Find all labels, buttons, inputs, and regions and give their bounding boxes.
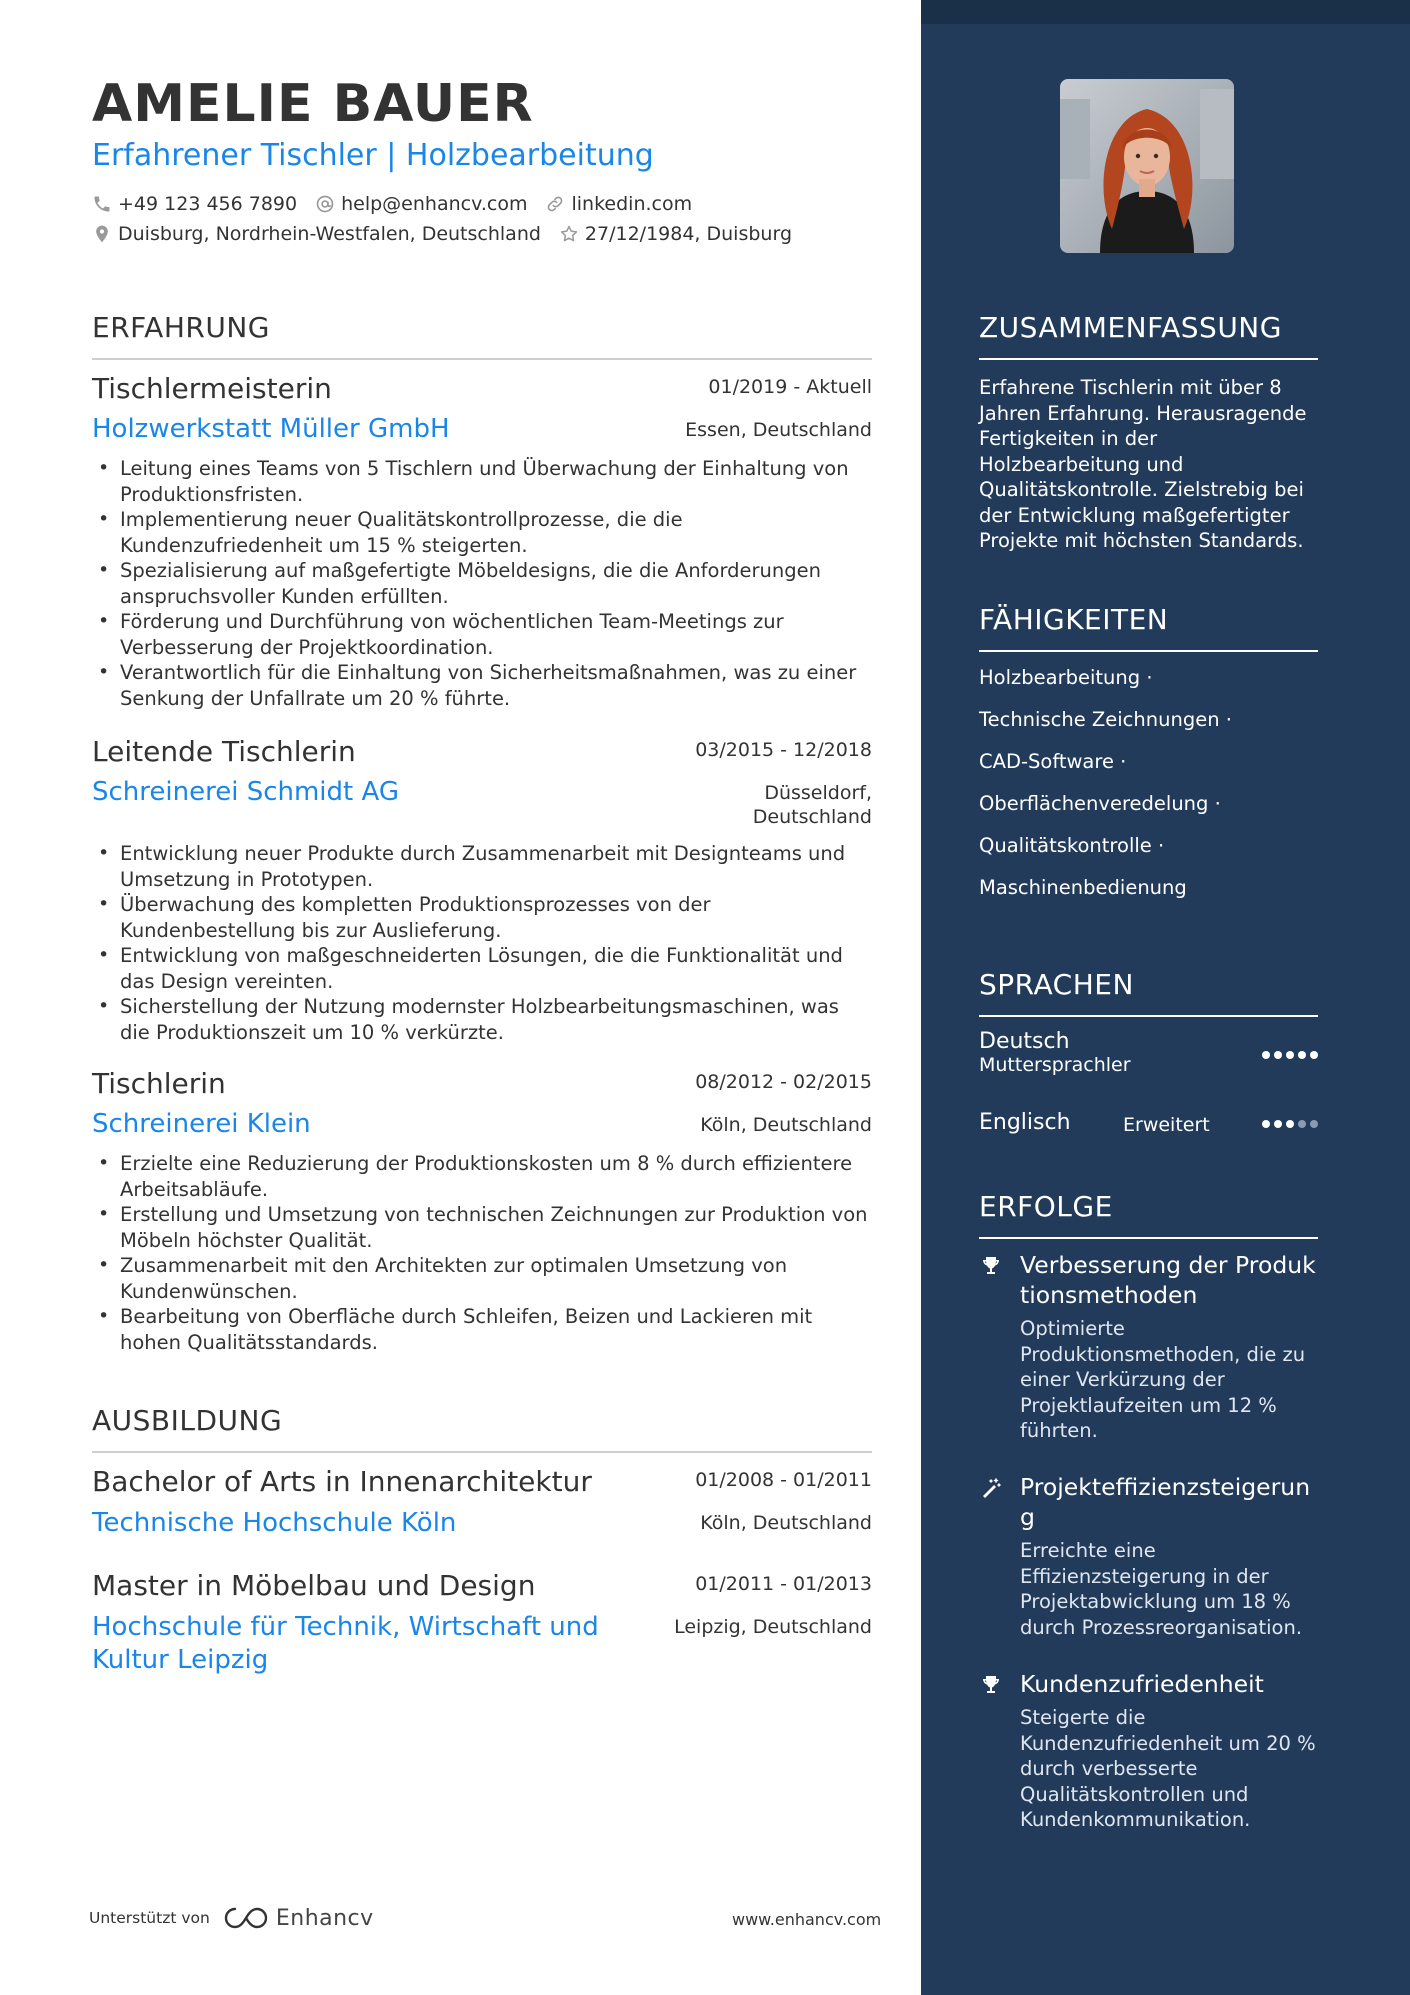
rating-dot	[1274, 1051, 1282, 1059]
job-bullets	[92, 456, 872, 711]
bullet: • Erstellung und Umsetzung von technischen Zeichnungen zur Produktion von Möbeln höchster Qualität.	[92, 1202, 872, 1253]
education-location: Leipzig, Deutschland	[674, 1616, 872, 1638]
job-entry	[92, 1067, 872, 1355]
sidebar	[921, 0, 1410, 1995]
rating-dot	[1298, 1051, 1306, 1059]
job-entry	[92, 735, 872, 1045]
rating-dot	[1310, 1120, 1318, 1128]
email-contact[interactable]	[315, 193, 527, 215]
language-level: Erweitert	[1123, 1114, 1210, 1136]
profile-photo	[1060, 79, 1234, 253]
phone-icon	[92, 194, 112, 214]
education-location: Köln, Deutschland	[700, 1512, 872, 1534]
achievement-title: Projekteffizienzsteigerung	[1020, 1473, 1311, 1531]
achievement-title: Verbesserung der Produktionsmethoden	[1020, 1251, 1316, 1309]
job-location-line1: Düsseldorf,	[764, 782, 872, 804]
footer-url[interactable]: www.enhancv.com	[732, 1910, 882, 1929]
achievement-description: Optimierte Produktionsmethoden, die zu einer Verkürzung der Projektlaufzeiten um 12 % führten.	[1020, 1317, 1306, 1442]
language-rating	[1258, 1120, 1318, 1128]
sidebar-top-bar	[921, 0, 1410, 24]
powered-by-text: Unterstützt von	[89, 1909, 210, 1927]
summary-text: Erfahrene Tischlerin mit über 8 Jahren Erfahrung. Herausragende Fertigkeiten in der Holzbearbeitung und Qualitätskontrolle. Zielstrebig bei der Entwicklung maßgefertigter Projekte mit höchsten Standards.	[979, 376, 1307, 552]
magic-wand-icon	[979, 1476, 1003, 1500]
skill-item: Technische Zeichnungen ·	[979, 708, 1232, 731]
bullet: • Entwicklung neuer Produkte durch Zusammenarbeit mit Designteams und Umsetzung in Prototypen.	[92, 841, 872, 892]
school-name-line1: Hochschule für Technik, Wirtschaft und	[92, 1612, 599, 1642]
company-name[interactable]: Schreinerei Klein	[92, 1109, 311, 1139]
summary-section-title: ZUSAMMENFASSUNG	[979, 311, 1318, 360]
at-icon	[315, 194, 335, 214]
language-level: Muttersprachler	[979, 1054, 1131, 1076]
job-title: Tischlerin	[92, 1067, 226, 1100]
skill-item: Qualitätskontrolle ·	[979, 834, 1165, 857]
skill-item: Maschinenbedienung	[979, 876, 1187, 899]
job-location: Essen, Deutschland	[685, 419, 872, 441]
job-location-line2: Deutschland	[752, 806, 872, 828]
job-entry	[92, 372, 872, 711]
phone-text: +49 123 456 7890	[118, 193, 298, 215]
company-name[interactable]: Schreinerei Schmidt AG	[92, 777, 399, 807]
school-name-line2: Kultur Leipzig	[92, 1645, 269, 1675]
job-bullets	[92, 841, 872, 1045]
degree-title: Bachelor of Arts in Innenarchitektur	[92, 1465, 592, 1498]
achievement-title: Kundenzufriedenheit	[1020, 1670, 1264, 1698]
school-name[interactable]: Technische Hochschule Köln	[92, 1508, 457, 1538]
bullet: • Erzielte eine Reduzierung der Produktionskosten um 8 % durch effizientere Arbeitsabläufe.	[92, 1151, 872, 1202]
enhancv-logo-icon	[222, 1905, 270, 1931]
education-entry	[92, 1465, 872, 1543]
rating-dot	[1310, 1051, 1318, 1059]
bullet: • Förderung und Durchführung von wöchentlichen Team-Meetings zur Verbesserung der Projektkoordination.	[92, 609, 872, 660]
job-dates: 01/2019 - Aktuell	[708, 376, 872, 398]
skill-item: Oberflächenveredelung ·	[979, 792, 1221, 815]
headline: Erfahrener Tischler | Holzbearbeitung	[92, 138, 654, 173]
contact-row-2	[92, 223, 810, 245]
rating-dot	[1262, 1120, 1270, 1128]
job-title: Tischlermeisterin	[92, 372, 332, 405]
achievement-entry	[979, 1472, 1318, 1640]
education-section-title: AUSBILDUNG	[92, 1404, 872, 1453]
trophy-icon	[979, 1254, 1003, 1278]
birth-text: 27/12/1984, Duisburg	[584, 223, 793, 245]
bullet: • Implementierung neuer Qualitätskontrollprozesse, die die Kundenzufriedenheit um 15 % steigerten.	[92, 507, 872, 558]
education-entry	[92, 1569, 872, 1677]
location-contact	[92, 223, 541, 245]
achievement-entry	[979, 1250, 1318, 1444]
linkedin-contact[interactable]	[545, 193, 692, 215]
trophy-icon	[979, 1673, 1003, 1697]
experience-section-title: ERFAHRUNG	[92, 311, 872, 360]
skill-item: CAD-Software ·	[979, 750, 1127, 773]
achievements-section-title: ERFOLGE	[979, 1190, 1318, 1239]
language-rating	[1258, 1051, 1318, 1059]
achievement-description: Steigerte die Kundenzufriedenheit um 20 % durch verbesserte Qualitätskontrollen und Kundenkommunikation.	[1020, 1706, 1316, 1831]
language-entry	[979, 1029, 1318, 1076]
linkedin-text: linkedin.com	[571, 193, 693, 215]
rating-dot	[1274, 1120, 1282, 1128]
job-bullets	[92, 1151, 872, 1355]
bullet: • Leitung eines Teams von 5 Tischlern und Überwachung der Einhaltung von Produktionsfristen.	[92, 456, 872, 507]
bullet: • Verantwortlich für die Einhaltung von Sicherheitsmaßnahmen, was zu einer Senkung der Unfallrate um 20 % führte.	[92, 660, 872, 711]
rating-dot	[1286, 1120, 1294, 1128]
rating-dot	[1262, 1051, 1270, 1059]
job-location: Köln, Deutschland	[700, 1114, 872, 1136]
candidate-name: AMELIE BAUER	[92, 74, 534, 134]
achievement-entry	[979, 1669, 1318, 1833]
birth-contact	[559, 223, 792, 245]
email-text: help@enhancv.com	[341, 193, 528, 215]
rating-dot	[1298, 1120, 1306, 1128]
job-location	[753, 781, 872, 829]
languages-section-title: SPRACHEN	[979, 968, 1318, 1017]
bullet: • Spezialisierung auf maßgefertigte Möbeldesigns, die die Anforderungen anspruchsvoller Kunden erfüllten.	[92, 558, 872, 609]
job-dates: 03/2015 - 12/2018	[695, 739, 872, 761]
language-name: Englisch	[979, 1110, 1071, 1135]
job-title: Leitende Tischlerin	[92, 735, 356, 768]
rating-dot	[1286, 1051, 1294, 1059]
skills-section-title: FÄHIGKEITEN	[979, 603, 1318, 652]
phone-contact[interactable]	[92, 193, 297, 215]
footer-branding	[89, 1905, 374, 1931]
star-icon	[559, 224, 579, 244]
link-icon	[545, 194, 565, 214]
company-name[interactable]: Holzwerkstatt Müller GmbH	[92, 414, 450, 444]
location-pin-icon	[92, 224, 112, 244]
skill-item: Holzbearbeitung ·	[979, 666, 1153, 689]
achievement-description: Erreichte eine Effizienzsteigerung in der Projektabwicklung um 18 % durch Prozessreorganisation.	[1020, 1539, 1303, 1639]
degree-title: Master in Möbelbau und Design	[92, 1569, 536, 1602]
language-name: Deutsch	[979, 1029, 1070, 1054]
enhancv-brand[interactable]: Enhancv	[275, 1905, 374, 1931]
bullet: • Bearbeitung von Oberfläche durch Schleifen, Beizen und Lackieren mit hohen Qualitätsstandards.	[92, 1304, 872, 1355]
bullet: • Sicherstellung der Nutzung modernster Holzbearbeitungsmaschinen, was die Produktionszeit um 10 % verkürzte.	[92, 994, 872, 1045]
bullet: • Entwicklung von maßgeschneiderten Lösungen, die die Funktionalität und das Design vereinten.	[92, 943, 872, 994]
bullet: • Zusammenarbeit mit den Architekten zur optimalen Umsetzung von Kundenwünschen.	[92, 1253, 872, 1304]
location-text: Duisburg, Nordrhein-Westfalen, Deutschland	[118, 223, 541, 245]
education-dates: 01/2008 - 01/2011	[695, 1469, 872, 1491]
language-entry	[979, 1110, 1318, 1135]
job-dates: 08/2012 - 02/2015	[695, 1071, 872, 1093]
bullet: • Überwachung des kompletten Produktionsprozesses von der Kundenbestellung bis zur Auslieferung.	[92, 892, 872, 943]
contact-row	[92, 193, 710, 215]
education-dates: 01/2011 - 01/2013	[695, 1573, 872, 1595]
